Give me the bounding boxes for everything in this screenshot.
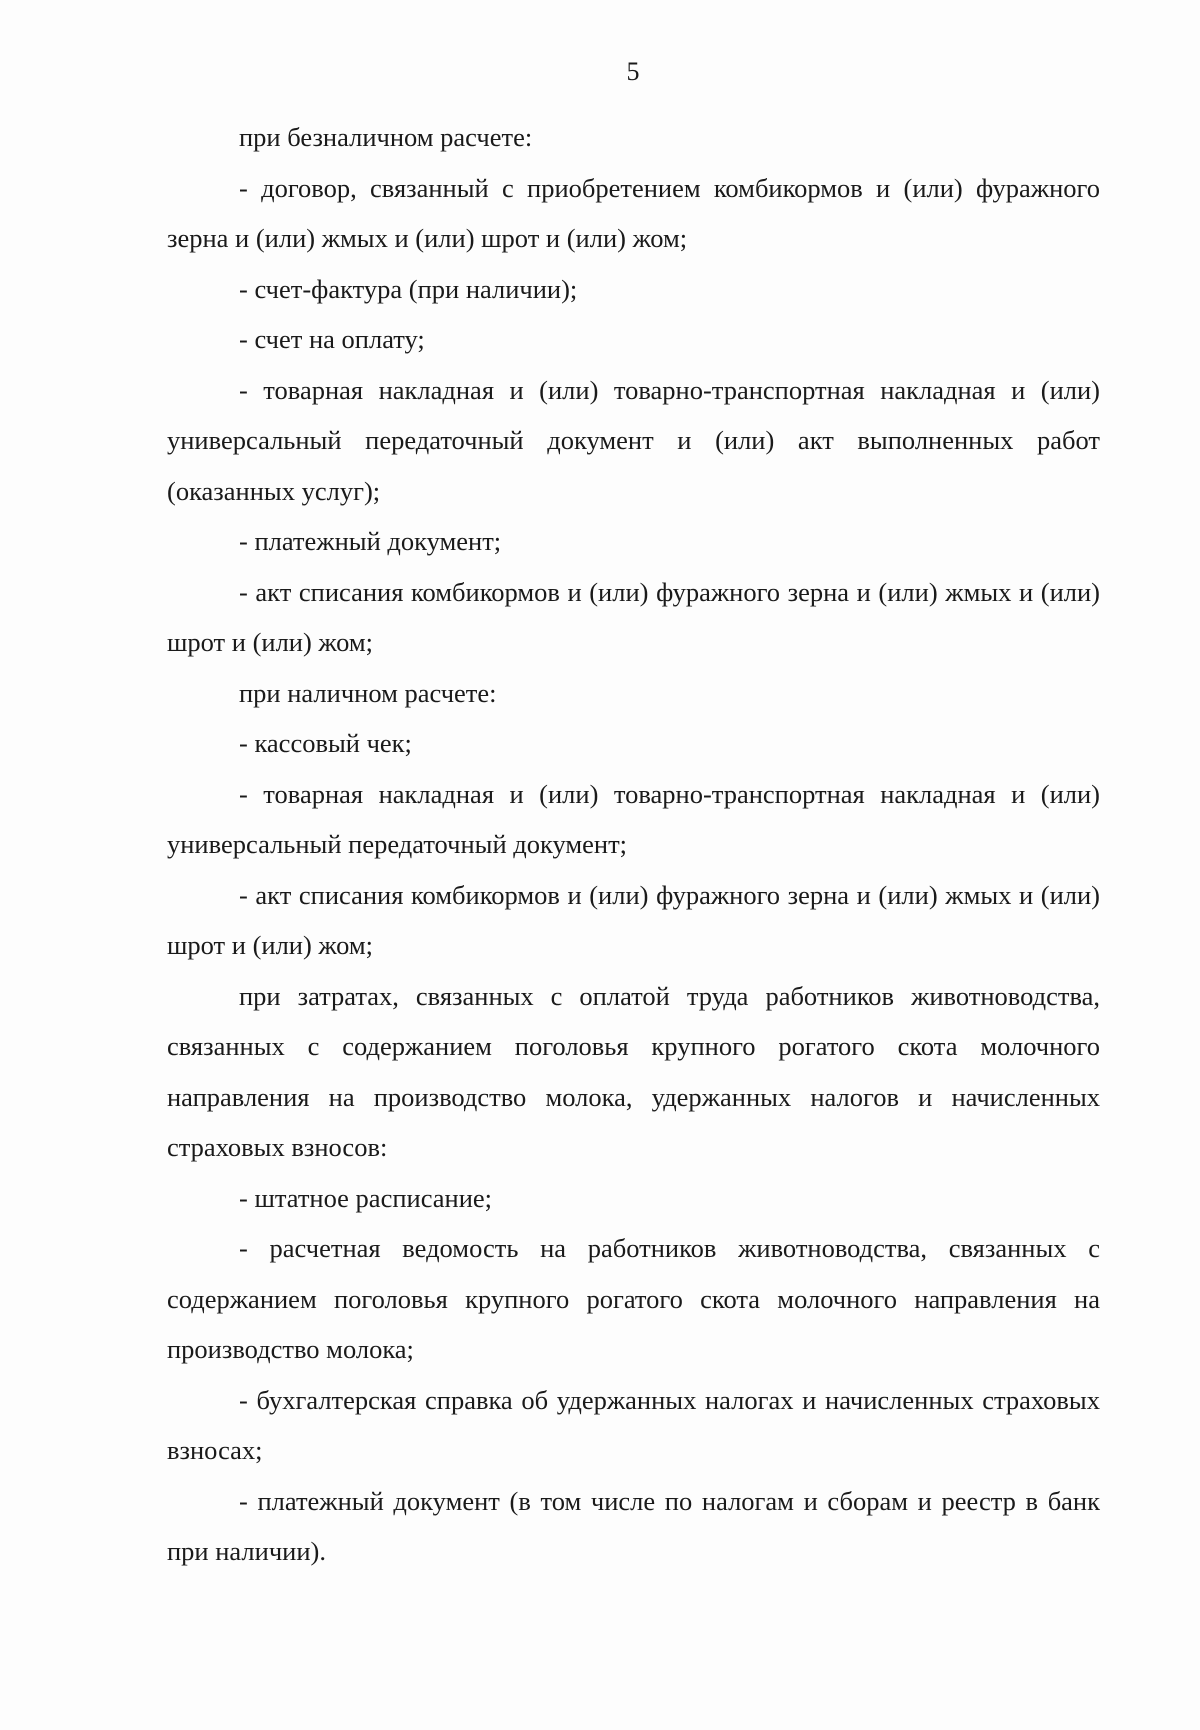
paragraph-cash-heading: при наличном расчете: — [239, 677, 497, 708]
list-item: - кассовый чек; — [239, 728, 412, 758]
paragraph-noncash-heading: при безналичном расчете: — [239, 122, 533, 152]
list-item: - счет на оплату; — [239, 324, 425, 354]
list-item: - штатное расписание; — [239, 1182, 493, 1213]
paragraph-labor-costs-heading: при затратах, связанных с оплатой труда работников животноводства, связанных с содержанием поголовья крупного рогатого скота молочного направления на производство молока, удержанных налогов и начисленных страховых взносов: — [167, 980, 1100, 1162]
list-item: - договор, связанный с приобретением комбикормов и (или) фуражного зерна и (или) жмых и (или) шрот и (или) жом; — [167, 172, 1100, 253]
page-number: 5 — [626, 57, 640, 86]
list-item: - товарная накладная и (или) товарно-транспортная накладная и (или) универсальный передаточный документ и (или) акт выполненных работ (оказанных услуг); — [167, 374, 1100, 506]
list-item: - платежный документ; — [239, 526, 502, 556]
list-item: - бухгалтерская справка об удержанных налогах и начисленных страховых взносах; — [167, 1384, 1100, 1465]
document-body — [167, 112, 1100, 1577]
list-item: - акт списания комбикормов и (или) фуражного зерна и (или) жмых и (или) шрот и (или) жом; — [167, 879, 1100, 960]
list-item: - счет-фактура (при наличии); — [239, 273, 578, 304]
list-item: - платежный документ (в том числе по налогам и сборам и реестр в банк при наличии). — [167, 1485, 1100, 1566]
list-item: - товарная накладная и (или) товарно-транспортная накладная и (или) универсальный передаточный документ; — [167, 778, 1100, 859]
list-item: - расчетная ведомость на работников животноводства, связанных с содержанием поголовья крупного рогатого скота молочного направления на производство молока; — [167, 1233, 1100, 1364]
list-item: - акт списания комбикормов и (или) фуражного зерна и (или) жмых и (или) шрот и (или) жом; — [167, 576, 1100, 657]
